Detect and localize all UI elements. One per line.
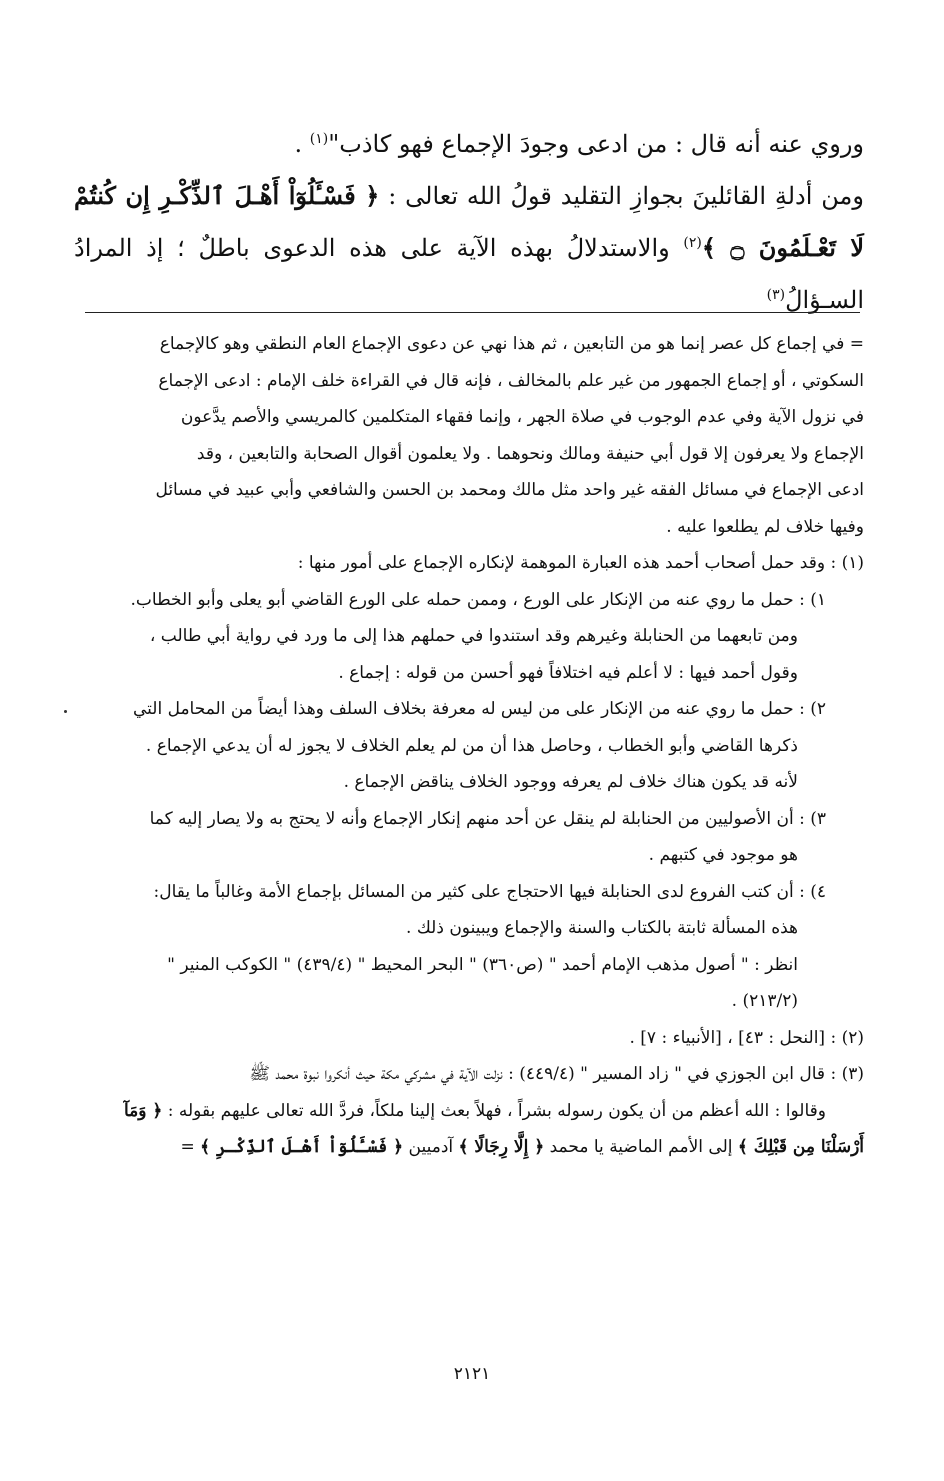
- footnote-ref-2[interactable]: (٢): [683, 235, 702, 251]
- footnote-continuation: الإجماع ولا يعرفون إلا قول أبي حنيفة ومالك ونحوهما . ولا يعلمون أقوال الصحابة والتابعين ، وقد: [196, 443, 864, 464]
- footnote-continuation: وفيها خلاف لم يطلعوا عليه .: [666, 516, 864, 537]
- quran-verse: أَرْسَلْنَا مِن قَبْلِكَ ﴾: [737, 1137, 864, 1157]
- footnote-3-text: وقالوا : الله أعظم من أن يكون رسوله بشراً ، فهلاً بعث إلينا ملكاً، فردَّ الله تعالى عليهم بقوله :: [162, 1100, 826, 1121]
- footnote-3-text: إلى الأمم الماضية يا محمد: [544, 1137, 738, 1157]
- para2-end: والاستدلالُ بهذه الآية على هذه الدعوى باطلٌ ؛ إذ المرادُ السـؤالُ: [74, 234, 864, 314]
- footnote-1-item-1-cont: وقول أحمد فيها : لا أعلم فيه اختلافاً فهو أحسن من قوله : إجماع .: [338, 662, 798, 683]
- footnote-1-item-2-cont: لأنه قد يكون هناك خلاف لم يعرفه ووجود الخلاف يناقض الإجماع .: [343, 772, 798, 792]
- footnote-separator: [85, 312, 860, 313]
- footnote-1-item-4: ٤) : أن كتب الفروع لدى الحنابلة فيها الاحتجاج على كثير من المسائل بإجماع الأمة وغالباً ما يقال:: [153, 881, 826, 902]
- footnote-1-item-1: ١) : حمل ما روي عنه من الإنكار على الورع ، وممن حمله على الورع القاضي أبو يعلى وأبو الخطاب.: [130, 589, 826, 610]
- quran-verse: ﴿ وَمَآ: [123, 1100, 163, 1121]
- footnote-1-item-3: ٣) : أن الأصوليين من الحنابلة لم ينقل عن أحد منهم إنكار الإجماع وأنه لا يحتج به ولا يصار إليه كما: [149, 808, 826, 829]
- footnote-1-source: انظر : " أصول مذهب الإمام أحمد " (ص٣٦٠) " البحر المحيط " (٤٣٩/٤) " الكوكب المنير ": [167, 954, 798, 975]
- footnote-1-item-2-cont: ذكرها القاضي وأبو الخطاب ، وحاصل هذا أن من لم يعلم الخلاف لا يجوز له أن يدعي الإجماع .: [145, 735, 798, 756]
- quran-verse: ﴿ فَسْـَٔلُوٓاْ أَهْـلَ ٱلذِّكْـرِ إِن كُنتُمْ لَا تَعْـلَمُونَ ۝ ﴾: [74, 181, 865, 262]
- footnote-continuation: = في إجماع كل عصر إنما هو من التابعين ، ثم هذا نهي عن دعوى الإجماع العام النطقي وهو كالإجماع: [159, 334, 864, 354]
- footnote-continuation: في نزول الآية وفي عدم الوجوب في صلاة الجهر ، وإنما فقهاء المتكلمين كالمريسي والأصم يدَّعون: [180, 407, 864, 427]
- footnote-1-item-2: ٢) : حمل ما روي عنه من الإنكار على من ليس له معرفة بخلاف السلف وهذا أيضاً من المحامل التي: [132, 699, 826, 719]
- para1-text: وروي عنه أنه قال : من ادعى وجودَ الإجماع فهو كاذب": [328, 130, 864, 158]
- footnotes-section: [74, 326, 864, 1166]
- footnote-2: (٢) : [النحل : ٤٣] ، [الأنبياء : ٧] .: [629, 1027, 864, 1048]
- main-paragraph-2: [74, 170, 864, 326]
- footnote-3-cont: [74, 1129, 864, 1166]
- footnote-1-source-cont: (٢١٣/٢) .: [731, 991, 798, 1011]
- quran-verse: ﴿ فَسْـَٔلُوٓاْ أَهْـلَ ٱلذِّكْـرِ ﴾: [200, 1137, 404, 1157]
- footnote-3-cont: [74, 1093, 864, 1130]
- page-number: ٢١٢١: [453, 1364, 491, 1384]
- para2-text: ومن أدلةِ القائلينَ بجوازِ التقليد قولُ الله تعالى :: [379, 182, 864, 210]
- footnote-3: (٣) : قال ابن الجوزي في " زاد المسير " (٤٤٩/٤) : نزلت الآية في مشركي مكة حيث أنكروا نبوة محمد ﷺ: [249, 1064, 864, 1084]
- footnote-1-heading: (١) : وقد حمل أصحاب أحمد هذه العبارة الموهمة لإنكاره الإجماع على أمور منها :: [297, 553, 864, 573]
- footnote-3-text: آدميين: [403, 1137, 459, 1157]
- main-text: [74, 118, 864, 326]
- footnote-1-item-3-cont: هو موجود في كتبهم .: [648, 845, 798, 865]
- footnote-continuation: ادعى الإجماع في مسائل الفقه غير واحد مثل مالك ومحمد بن الحسن والشافعي وأبي عبيد في مسائل: [155, 480, 864, 500]
- footnote-ref-1[interactable]: (١): [309, 131, 329, 147]
- para1-end: .: [294, 130, 310, 158]
- footnote-continuation: السكوتي ، أو إجماع الجمهور من غير علم بالمخالف ، فإنه قال في القراءة خلف الإمام : ادعى الإجماع: [158, 370, 864, 391]
- footnote-ref-3[interactable]: (٣): [766, 287, 786, 303]
- quran-verse: ﴿ إِلَّا رِجَالًا ﴾: [458, 1137, 545, 1157]
- main-paragraph-1: [74, 118, 864, 170]
- footnote-1-item-1-cont: ومن تابعهما من الحنابلة وغيرهم وقد استندوا في حملهم هذا إلى ما ورد في رواية أبي طالب ،: [149, 626, 798, 646]
- footnote-1-item-4-cont: هذه المسألة ثابتة بالكتاب والسنة والإجماع ويبينون ذلك .: [406, 918, 798, 938]
- scan-speck: [64, 710, 67, 713]
- continuation-mark: =: [180, 1137, 201, 1157]
